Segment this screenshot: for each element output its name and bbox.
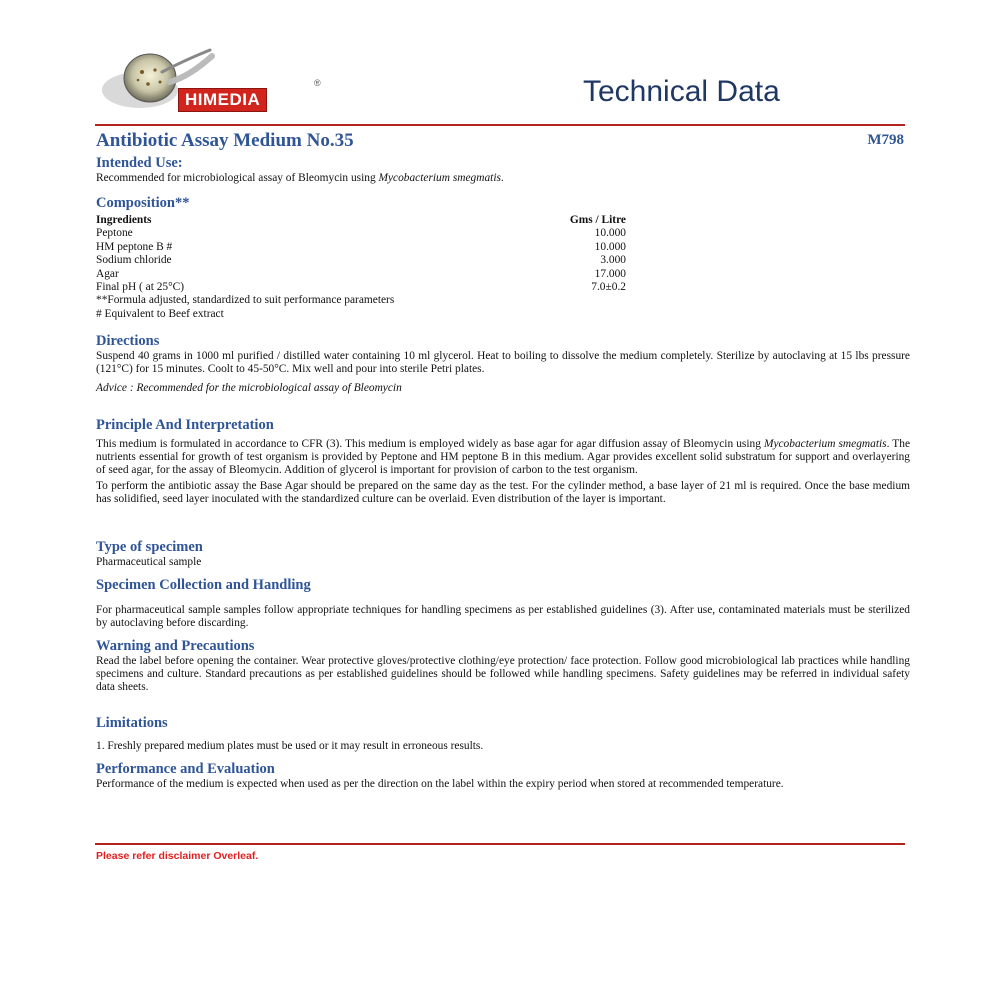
amount-column-header: Gms / Litre <box>569 214 626 226</box>
composition-note-formula: **Formula adjusted, standardized to suit performance parameters <box>96 294 395 307</box>
directions-text: Suspend 40 grams in 1000 ml purified / distilled water containing 10 ml glycerol. Heat to boiling to dissolve the medium completely. Sterilize by autoclaving at 15 lbs pressure (121°C) for 15 minutes. Coolt to 45-50°C. Mix well and pour into sterile Petri plates. <box>96 350 910 375</box>
table-row: Peptone 10.000 <box>96 227 626 240</box>
composition-header-row <box>96 214 626 227</box>
specimen-collection-heading: Specimen Collection and Handling <box>96 577 311 593</box>
specimen-type-text: Pharmaceutical sample <box>96 556 202 568</box>
table-row: Sodium chloride 3.000 <box>96 254 626 267</box>
directions-advice: Advice : Recommended for the microbiological assay of Bleomycin <box>96 382 402 394</box>
table-row: Final pH ( at 25°C) 7.0±0.2 <box>96 281 626 294</box>
composition-heading: Composition** <box>96 195 190 211</box>
limitations-section <box>96 715 910 753</box>
specimen-type-heading: Type of specimen <box>96 539 203 555</box>
limitations-text: 1. Freshly prepared medium plates must be used or it may result in erroneous results. <box>96 740 484 752</box>
principle-section <box>96 417 910 506</box>
product-title: Antibiotic Assay Medium No.35 <box>96 130 354 151</box>
composition-table <box>96 214 626 321</box>
header-divider <box>95 124 905 126</box>
warning-text: Read the label before opening the container. Wear protective gloves/protective clothing/eye protection/ face protection. Follow good microbiological lab practices while handling specimens and culture. Standard precautions as per established guidelines should be followed while handling specimens. Safety guidelines may be referred in individual safety data sheets. <box>96 655 910 693</box>
performance-section <box>96 761 910 791</box>
principle-heading: Principle And Interpretation <box>96 417 274 433</box>
intended-use-section <box>96 155 910 185</box>
performance-text: Performance of the medium is expected when used as per the direction on the label within the expiry period when stored at recommended temperature. <box>96 778 784 790</box>
banner-title: Technical Data <box>583 75 780 108</box>
warning-section <box>96 638 910 694</box>
table-row: HM peptone B # 10.000 <box>96 240 626 253</box>
table-row: Agar 17.000 <box>96 267 626 280</box>
warning-heading: Warning and Precautions <box>96 638 255 654</box>
principle-paragraph-1: This medium is formulated in accordance to CFR (3). This medium is employed widely as base agar for agar diffusion assay of Bleomycin using Mycobacterium smegmatis. The nutrients essential for growth of test organism is provided by Peptone and HM peptone B in this medium. Agar provides excellent solid substratum for support and overlayering of seed agar, for the assay of Bleomycin. Addition of glycerol is important for provision of carbon to the test organism. <box>96 438 911 476</box>
logo-wordmark: HIMEDIA <box>178 88 267 112</box>
registered-mark: ® <box>314 78 321 88</box>
ingredients-column-header: Ingredients <box>96 214 152 226</box>
specimen-collection-section <box>96 577 910 630</box>
footer-divider <box>95 843 905 845</box>
composition-note-equivalent: # Equivalent to Beef extract <box>96 307 224 320</box>
product-code: M798 <box>867 132 904 148</box>
directions-heading: Directions <box>96 333 160 349</box>
performance-heading: Performance and Evaluation <box>96 761 275 777</box>
specimen-collection-text: For pharmaceutical sample samples follow appropriate techniques for handling specimens as per established guidelines (3). After use, contaminated materials must be sterilized by autoclaving before discarding. <box>96 604 910 629</box>
principle-paragraph-2: To perform the antibiotic assay the Base Agar should be prepared on the same day as the test. For the cylinder method, a base layer of 21 ml is required. Once the base medium has solidified, seed layer inoculated with the standardized culture can be overlaid. Even distribution of the layer is important. <box>96 480 910 505</box>
directions-section <box>96 333 910 395</box>
composition-heading-wrap <box>96 195 910 212</box>
intended-use-text: Recommended for microbiological assay of Bleomycin using Mycobacterium smegmatis. <box>96 172 504 184</box>
disclaimer-text: Please refer disclaimer Overleaf. <box>96 850 259 862</box>
intended-use-heading: Intended Use: <box>96 155 183 171</box>
limitations-heading: Limitations <box>96 715 168 731</box>
specimen-type-section <box>96 539 910 569</box>
